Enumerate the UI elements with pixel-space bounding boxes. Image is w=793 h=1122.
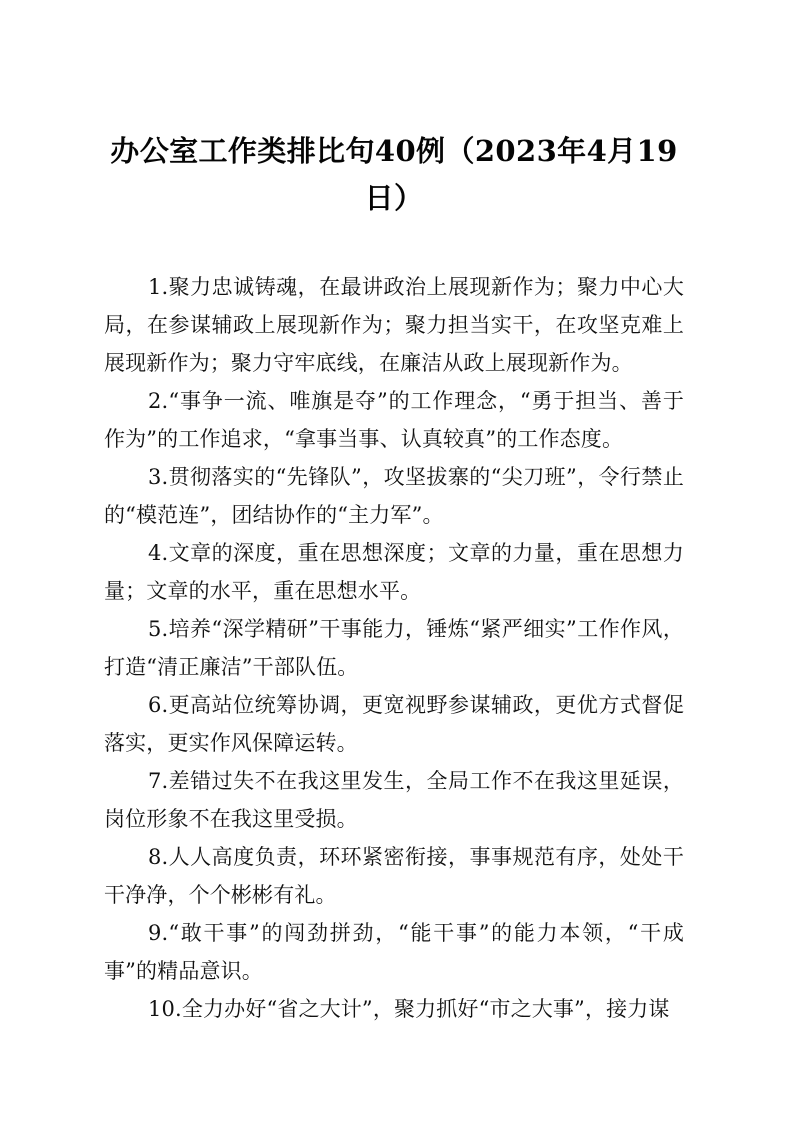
paragraph-item: 8.人人高度负责，环环紧密衔接，事事规范有序，处处干干净净，个个彬彬有礼。 [104, 845, 684, 907]
paragraph-item: 7.差错过失不在我这里发生，全局工作不在我这里延误，岗位形象不在我这里受损。 [104, 769, 684, 831]
paragraph-item: 9.“敢干事”的闯劲拼劲，“能干事”的能力本领，“干成事”的精品意识。 [104, 921, 684, 983]
paragraph-item: 2.“事争一流、唯旗是夺”的工作理念，“勇于担当、善于作为”的工作追求，“拿事当事、认真较真”的工作态度。 [104, 389, 684, 451]
paragraph-item: 4.文章的深度，重在思想深度；文章的力量，重在思想力量；文章的水平，重在思想水平。 [104, 541, 684, 603]
page-text-column [104, 0, 684, 1122]
paragraph-item: 10.全力办好“省之大计”，聚力抓好“市之大事”，接力谋 [148, 997, 670, 1021]
paragraph-item: 6.更高站位统筹协调，更宽视野参谋辅政，更优方式督促落实，更实作风保障运转。 [104, 693, 684, 755]
paragraph-item: 1.聚力忠诚铸魂，在最讲政治上展现新作为；聚力中心大局，在参谋辅政上展现新作为；聚力担当实干，在攻坚克难上展现新作为；聚力守牢底线，在廉洁从政上展现新作为。 [104, 275, 684, 375]
page-title: 办公室工作类排比句40例（2023年4月19日） [110, 134, 678, 215]
paragraph-item: 5.培养“深学精研”干事能力，锤炼“紧严细实”工作作风，打造“清正廉洁”干部队伍。 [104, 617, 684, 679]
paragraph-item: 3.贯彻落实的“先锋队”，攻坚拔寨的“尖刀班”，令行禁止的“模范连”，团结协作的“主力军”。 [104, 465, 684, 527]
document-body [104, 268, 684, 1028]
